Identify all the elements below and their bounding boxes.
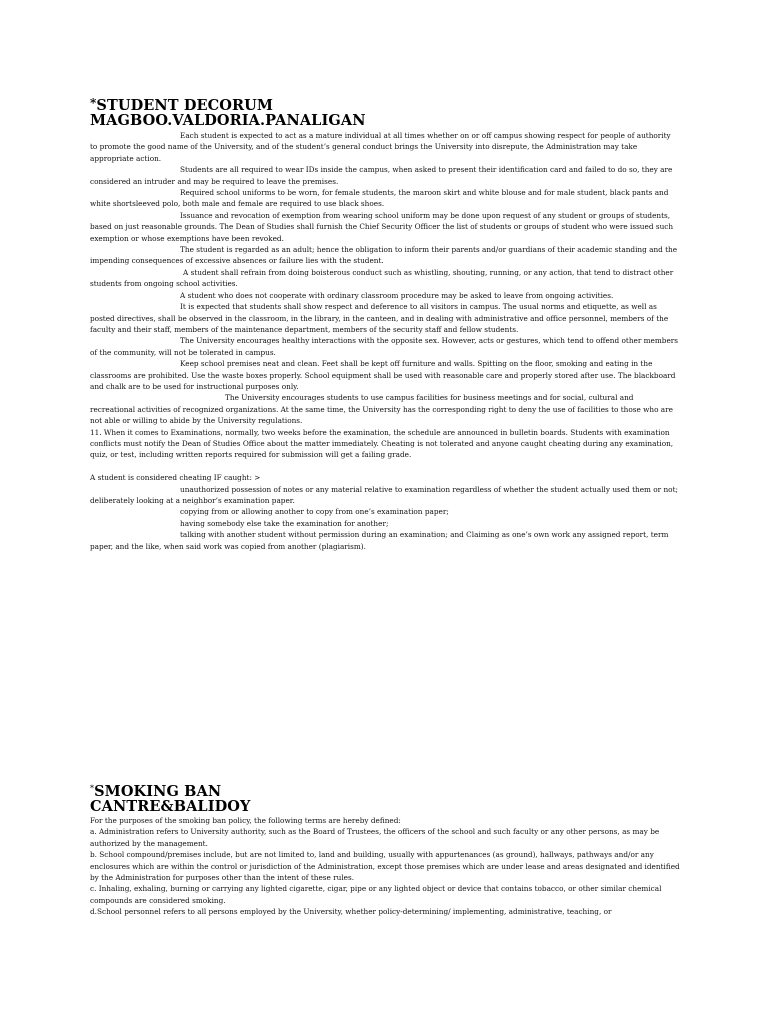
paragraph: A student shall refrain from doing boisterous conduct such as whistling, shouting, running, or any action, that tend to distract other students from ongoing school activities. xyxy=(90,267,674,289)
paragraph: The University encourages healthy interactions with the opposite sex. However, acts or gestures, which tend to offend other members of the community, will not be tolerated in campus. xyxy=(90,336,679,357)
cheating-item: copying from or allowing another to copy from one’s examination paper; xyxy=(180,507,449,517)
cheating-item: talking with another student without permission during an examination; and Claiming as one’s own work any assigned report, term paper, and the like, when said work was copied from another (plagiarism). xyxy=(90,530,669,551)
paragraph-item-11: 11. When it comes to Examinations, normally, two weeks before the examination, the schedule are announced in bulletin boards. Students with examination conflicts must notify the Dean of Studies Office about the matter immediately. Cheating is not tolerated and anyone caught cheating during any examination, quiz, or test, including written reports required for submission will get a failing grade. xyxy=(90,427,674,460)
paragraph: Each student is expected to act as a mature individual at all times whether on or off campus showing respect for people of authority to promote the good name of the University, and of the student’s general conduct brings the University into disrepute, the Administration may take appropriate action. xyxy=(90,131,671,163)
paragraph: Students are all required to wear IDs inside the campus, when asked to present their identification card and failed to do so, they are considered an intruder and may be required to leave the premises. xyxy=(90,165,673,186)
section-authors-smoking-ban: CANTRE&BALIDOY xyxy=(90,798,251,815)
smoking-intro: For the purposes of the smoking ban policy, the following terms are hereby defined: xyxy=(90,816,401,825)
cheating-item: unauthorized possession of notes or any material relative to examination regardless of whether the student actually used them or not; deliberately looking at a neighbor’s examination paper. xyxy=(90,484,678,505)
paragraph: It is expected that students shall show respect and deference to all visitors in campus. The usual norms and etiquette, as well as posted directives, shall be observed in the classroom, in the library, in the canteen, and in dealing with administrative and office personnel, members of the faculty and their staff, members of the maintenance department, members of the security staff and fellow students. xyxy=(90,302,669,334)
section-authors-student-decorum: MAGBOO.VALDORIA.PANALIGAN xyxy=(90,112,366,129)
paragraph: A student who does not cooperate with ordinary classroom procedure may be asked to leave from ongoing activities. xyxy=(180,290,614,300)
cheating-intro: A student is considered cheating IF caught: > xyxy=(90,473,261,483)
definition-item: c. Inhaling, exhaling, burning or carrying any lighted cigarette, cigar, pipe or any lighted object or device that contains tobacco, or other similar chemical compounds are considered smoking. xyxy=(90,884,662,905)
cheating-item: having somebody else take the examination for another; xyxy=(180,518,389,528)
paragraph: The University encourages students to use campus facilities for business meetings and for social, cultural and recreational activities of recognized organizations. At the same time, the University has the corresponding right to deny the use of facilities to those who are not able or willing to abide by the University regulations. xyxy=(90,393,673,426)
spacer xyxy=(90,461,680,472)
title-asterisk: * xyxy=(90,96,97,110)
paragraph: The student is regarded as an adult; hence the obligation to inform their parents and/or guardians of their academic standing and the impending consequences of excessive absences or failure lies with the student. xyxy=(90,245,678,266)
definition-item: a. Administration refers to University authority, such as the Board of Trustees, the officers of the school and such faculty or any other persons, as may be authorized by the management. xyxy=(90,827,660,848)
smoking-ban-body xyxy=(90,815,680,918)
definition-item: b. School compound/premises include, but are not limited to, land and building, usually with appurtenances (as ground), hallways, pathways and/or any enclosures which are within the control or jurisdiction of the Administration, except those premises which are under lease and areas designated and identified by the Administration for purposes other than the intent of these rules. xyxy=(90,850,680,883)
title-text: STUDENT DECORUM xyxy=(96,97,274,114)
title-text: SMOKING BAN xyxy=(94,783,222,800)
paragraph: Keep school premises neat and clean. Feet shall be kept off furniture and walls. Spitting on the floor, smoking and eating in the classrooms are prohibited. Use the waste boxes properly. School equipment shall be used with reasonable care and properly stored after use. The blackboard and chalk are to be used for instructional purposes only. xyxy=(90,359,676,391)
paragraph: Issuance and revocation of exemption from wearing school uniform may be done upon request of any student or groups of students, based on just reasonable grounds. The Dean of Studies shall furnish the Chief Security Officer the list of students or groups of student who were issued such exemption or whose exemptions have been revoked. xyxy=(90,210,674,243)
title-asterisk: * xyxy=(90,784,95,793)
student-decorum-body xyxy=(90,130,680,552)
definition-item: d.School personnel refers to all persons employed by the University, whether policy-determining/ implementing, administrative, teaching, or xyxy=(90,907,612,917)
paragraph: Required school uniforms to be worn, for female students, the maroon skirt and white blouse and for male student, black pants and white shortsleeved polo, both male and female are required to use black shoes. xyxy=(90,188,669,209)
